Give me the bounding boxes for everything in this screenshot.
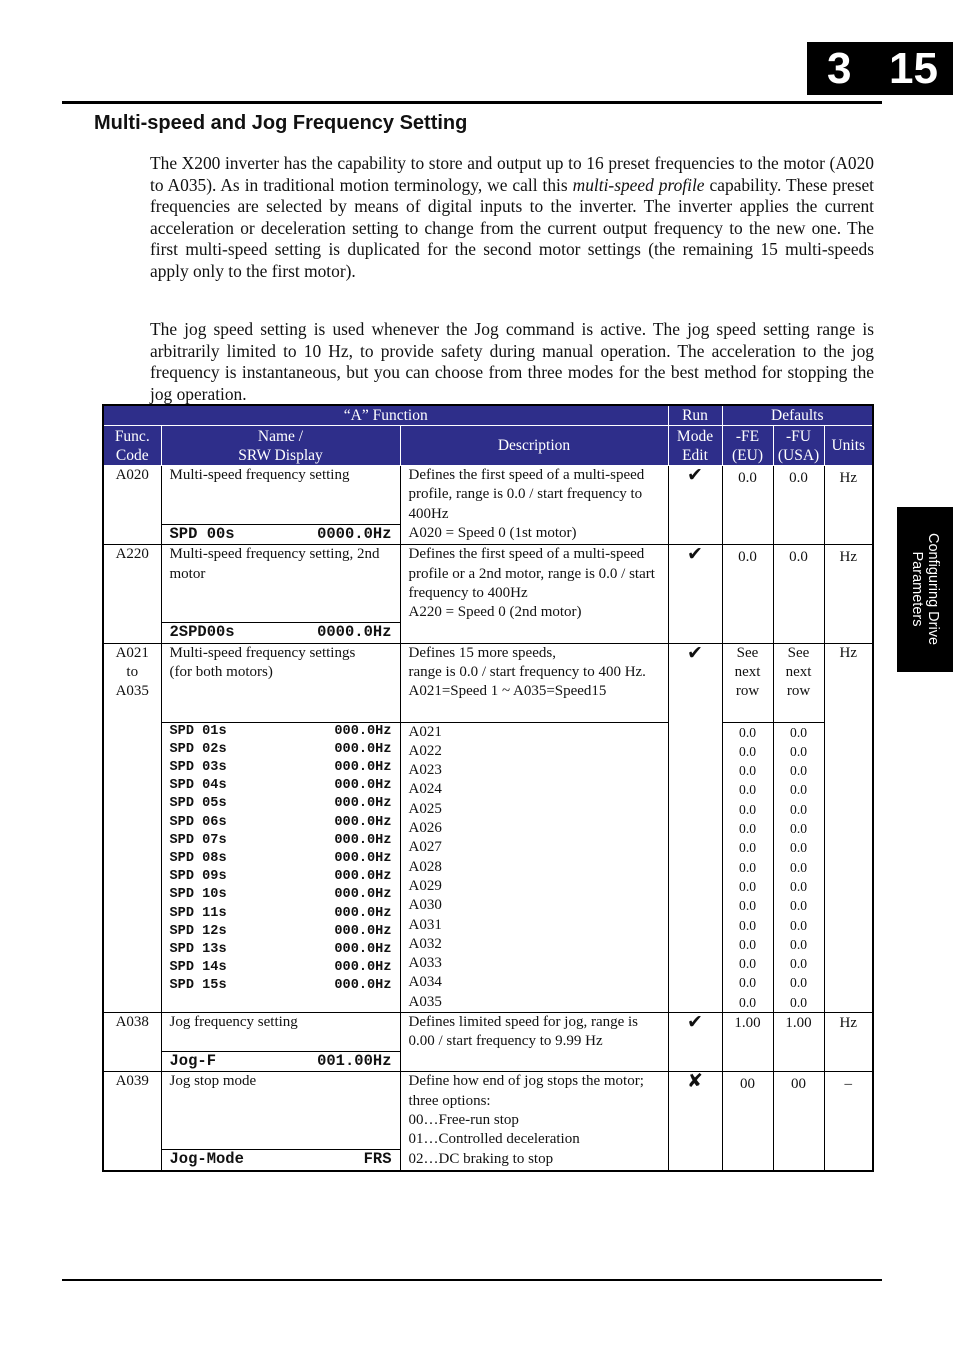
list-item: 0.0 [739,782,757,798]
row-a021-fu-1: See [787,644,810,661]
row-a038-fu: 1.00 [773,1013,824,1072]
list-item: SPD 10s 000.0Hz [169,887,392,903]
col-code-line2: Code [115,446,149,464]
list-item: A030 [408,897,442,914]
list-item: A032 [408,935,442,952]
row-a220-name: Multi-speed frequency setting, 2nd motor [161,545,400,623]
col-fu-line1: -FU [786,427,811,445]
table-row [103,722,873,1012]
list-item: A024 [408,781,442,798]
page-number-box [807,42,953,95]
list-item: 0.0 [739,743,757,759]
row-a038-units: Hz [824,1013,873,1072]
table-row [103,1013,873,1052]
col-name-header [161,426,400,466]
row-a021-fe [722,643,773,722]
list-item: 0.0 [790,956,808,972]
list-item: 0.0 [739,898,757,914]
col-code-header [103,426,161,466]
list-item: 0.0 [739,840,757,856]
row-a039-desc-3: 01…Controlled deceleration [408,1131,580,1148]
row-a021-fu-3: row [786,683,811,700]
row-a021-name-text: Multi-speed frequency settings [169,644,356,661]
list-item: 0.0 [790,898,808,914]
list-item: SPD 14s 000.0Hz [169,960,392,976]
row-a039-srw-value: FRS [363,1150,392,1169]
table-row [103,1072,873,1150]
row-a220-desc [400,545,668,643]
list-item: 0.0 [790,724,808,740]
row-a021-fe-1: See [736,644,759,661]
row-a021-code [103,643,161,1012]
row-a021-fe-2: next [734,663,761,680]
list-item: SPD 12s 000.0Hz [169,923,392,939]
row-a020-srw-value: 0000.0Hz [317,525,392,543]
list-item: A029 [408,877,442,894]
row-a021-desc-2: range is 0.0 / start frequency to 400 Hz. [408,663,646,680]
list-item: 0.0 [790,878,808,894]
intro-emphasis: multi-speed profile [572,174,705,195]
table-header-row-1 [103,405,873,426]
row-a020-code: A020 [103,466,161,545]
list-item: SPD 08s 000.0Hz [169,851,392,867]
row-a020-edit-check: ✔ [668,466,722,545]
row-a021-desc [400,643,668,722]
list-item: 0.0 [739,917,757,933]
row-a021-code-start: A021 [115,644,149,661]
row-a220-srw-value: 0000.0Hz [317,623,392,642]
row-a038-srw [161,1052,400,1072]
intro-text-b: capability. These preset frequencies are selected by means of digital inputs to the inverter. The inverter applies the current acceleration or deceleration setting to change from the current output frequency to the new one. The first multi-speed setting is duplicated for the second motor settings (the remaining 15 multi-speeds apply only to the first motor). [150,174,875,281]
list-item: A028 [408,858,442,875]
col-name-line2: SRW Display [238,446,323,464]
col-run-line2: Edit [682,446,708,464]
list-item: A035 [408,993,442,1010]
list-item: A026 [408,820,442,837]
speed-fu-list [773,722,824,1012]
row-a021-fe-3: row [735,683,760,700]
row-a039-fu: 00 [773,1072,824,1171]
list-item: 0.0 [790,917,808,933]
list-item: A034 [408,974,442,991]
list-item: 0.0 [739,956,757,972]
row-a038-code: A038 [103,1013,161,1072]
row-a039-name: Jog stop mode [161,1072,400,1150]
list-item: A022 [408,742,442,759]
col-fu-line2: (USA) [777,446,820,464]
group-header: “A” Function [103,405,668,426]
list-item: A031 [408,916,442,933]
row-a039-edit-cross: ✘ [668,1072,722,1171]
list-item: 0.0 [790,763,808,779]
row-a039-srw [161,1150,400,1171]
list-item: 0.0 [739,801,757,817]
row-a020-srw [161,525,400,545]
defaults-header: Defaults [722,405,873,426]
row-a039-units: – [824,1072,873,1171]
row-a020-desc-eq: A020 = Speed 0 (1st motor) [408,524,577,541]
row-a038-name: Jog frequency setting [161,1013,400,1052]
row-a020-srw-label: SPD 00s [169,525,235,543]
list-item: 0.0 [790,975,808,991]
list-item: 0.0 [739,994,757,1010]
col-code-line1: Func. [114,427,150,445]
list-item: SPD 05s 000.0Hz [169,796,392,812]
row-a220-desc-eq: A220 = Speed 0 (2nd motor) [408,604,582,621]
row-a038-fe: 1.00 [722,1013,773,1072]
row-a220-edit-check: ✔ [668,545,722,643]
list-item: 0.0 [790,782,808,798]
list-item: SPD 07s 000.0Hz [169,832,392,848]
list-item: A025 [408,800,442,817]
list-item: 0.0 [739,821,757,837]
list-item: 0.0 [790,840,808,856]
table-row [103,643,873,722]
list-item: SPD 13s 000.0Hz [169,942,392,958]
col-fu-header [773,426,824,466]
table-header-row-2 [103,426,873,466]
col-name-line1: Name / [257,427,304,445]
list-item: 0.0 [739,975,757,991]
col-run-header [668,426,722,466]
col-fe-line2: (EU) [732,446,764,464]
list-item: 0.0 [739,724,757,740]
row-a021-code-to: to [126,663,139,680]
intro-text-a: The X200 inverter has the capability to store and output up to 16 preset frequencies to the motor (A020 to A035). As in traditional motion terminology, we call this [150,153,874,195]
row-a039-desc [400,1072,668,1171]
list-item: SPD 15s 000.0Hz [169,978,392,994]
list-item: SPD 09s 000.0Hz [169,869,392,885]
list-item: 0.0 [790,821,808,837]
chapter-number: 3 [827,44,852,93]
page-number: 15 [889,44,938,93]
row-a220-code: A220 [103,545,161,643]
list-item: 0.0 [790,801,808,817]
row-a038-srw-label: Jog-F [169,1052,217,1071]
chapter-side-tab [897,507,953,672]
a-function-table [102,404,874,1172]
row-a220-units: Hz [824,545,873,643]
row-a039-code: A039 [103,1072,161,1171]
list-item: 0.0 [790,994,808,1010]
col-fe-line1: -FE [735,427,760,445]
row-a021-name-note: (for both motors) [169,663,273,680]
list-item: SPD 11s 000.0Hz [169,905,392,921]
row-a021-desc-3: A021=Speed 1 ~ A035=Speed15 [408,683,607,700]
row-a021-fu-2: next [785,663,812,680]
header-rule [62,101,882,104]
row-a020-fe: 0.0 [722,466,773,545]
intro-paragraph [150,153,874,283]
list-item: 0.0 [790,936,808,952]
col-desc-header: Description [400,426,668,466]
list-item: SPD 06s 000.0Hz [169,814,392,830]
row-a039-srw-label: Jog-Mode [169,1150,244,1169]
row-a020-desc [400,466,668,545]
col-units-header: Units [824,426,873,466]
list-item: 0.0 [790,743,808,759]
row-a220-desc-text: Defines the first speed of a multi-speed profile or a 2nd motor, range is 0.0 / start frequency to 400Hz [408,546,655,601]
footer-rule [62,1279,882,1281]
table-row [103,545,873,623]
row-a039-desc-4: 02…DC braking to stop [408,1150,554,1167]
row-a220-srw-label: 2SPD00s [169,623,235,642]
row-a020-fu: 0.0 [773,466,824,545]
list-item: SPD 02s 000.0Hz [169,741,392,757]
side-tab-label: Configuring Drive Parameters [909,532,941,646]
list-item: 0.0 [739,878,757,894]
list-item: A033 [408,955,442,972]
row-a038-edit-check: ✔ [668,1013,722,1072]
row-a220-fe: 0.0 [722,545,773,643]
speed-fe-list [722,722,773,1012]
row-a021-code-end: A035 [115,683,149,700]
row-a038-srw-value: 001.00Hz [317,1052,392,1071]
list-item: SPD 03s 000.0Hz [169,760,392,775]
list-item: 0.0 [739,859,757,875]
row-a020-desc-text: Defines the first speed of a multi-speed profile, range is 0.0 / start frequency to 400Hz [408,467,645,522]
col-fe-header [722,426,773,466]
row-a021-fu [773,643,824,722]
row-a021-name [161,643,400,722]
run-header: Run [668,405,722,426]
section-heading: Multi-speed and Jog Frequency Setting [94,112,468,134]
table-row [103,466,873,525]
row-a039-desc-2: 00…Free-run stop [408,1111,519,1128]
list-item: SPD 04s 000.0Hz [169,778,392,794]
row-a220-srw [161,623,400,643]
list-item: 0.0 [790,859,808,875]
row-a020-name: Multi-speed frequency setting [161,466,400,525]
jog-paragraph: The jog speed setting is used whenever the Jog command is active. The jog speed setting range is arbitrarily limited to 10 Hz, to provide safety during manual operation. The acceleration to the jog frequency is instantaneous, but you can choose from three modes for the best method for stopping the jog operation. [150,319,874,404]
list-item: SPD 01s 000.0Hz [169,723,392,739]
row-a021-units: Hz [824,643,873,1012]
row-a038-desc: Defines limited speed for jog, range is 0.00 / start frequency to 9.99 Hz [400,1013,668,1072]
list-item: A021 [408,723,442,740]
row-a039-desc-1: Define how end of jog stops the motor; three options: [408,1073,644,1109]
row-a021-edit-check: ✔ [668,643,722,1012]
row-a021-desc-1: Defines 15 more speeds, [408,644,556,661]
row-a020-units: Hz [824,466,873,545]
row-a220-fu: 0.0 [773,545,824,643]
list-item: A023 [408,762,442,779]
speed-code-list [400,722,668,1012]
row-a039-fe: 00 [722,1072,773,1171]
list-item: A027 [408,839,442,856]
list-item: 0.0 [739,936,757,952]
col-run-line1: Mode [676,427,714,445]
list-item: 0.0 [739,763,757,779]
speed-lcd-list [161,722,400,1012]
